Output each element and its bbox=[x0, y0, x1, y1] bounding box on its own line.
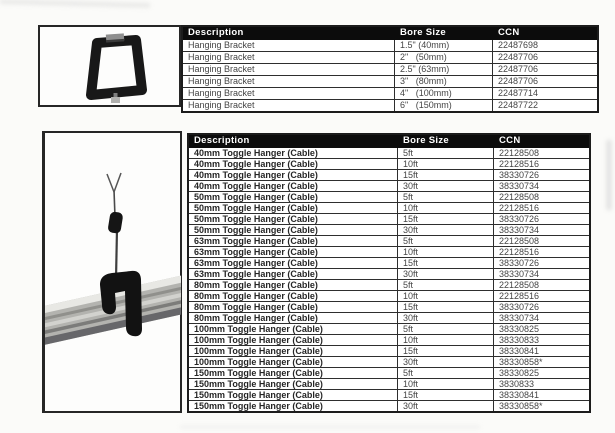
cell-bore-size: 30ft bbox=[398, 313, 494, 324]
cell-description: 150mm Toggle Hanger (Cable) bbox=[188, 379, 398, 390]
cell-ccn: 22487722 bbox=[493, 100, 599, 113]
toggle-hanger-image bbox=[45, 133, 181, 411]
column-header-ccn: CCN bbox=[494, 134, 591, 148]
cell-description: 50mm Toggle Hanger (Cable) bbox=[188, 214, 398, 225]
cell-bore-size: 30ft bbox=[398, 225, 494, 236]
table-row bbox=[188, 192, 590, 203]
cell-ccn: 38330726 bbox=[494, 170, 591, 181]
cell-description: 100mm Toggle Hanger (Cable) bbox=[188, 357, 398, 368]
cell-ccn: 38330726 bbox=[494, 258, 591, 269]
cell-description: Hanging Bracket bbox=[182, 88, 395, 100]
cell-bore-size: 5ft bbox=[398, 280, 494, 291]
table-row bbox=[182, 64, 598, 76]
hanging-bracket-photo bbox=[38, 25, 181, 107]
cell-ccn: 38330825 bbox=[494, 368, 591, 379]
cell-ccn: 38330726 bbox=[494, 302, 591, 313]
cell-description: 40mm Toggle Hanger (Cable) bbox=[188, 170, 398, 181]
cell-description: 63mm Toggle Hanger (Cable) bbox=[188, 258, 398, 269]
cell-bore-size: 10ft bbox=[398, 291, 494, 302]
cell-ccn: 3830833 bbox=[494, 379, 591, 390]
cell-bore-size: 3" (80mm) bbox=[395, 76, 493, 88]
cell-description: 150mm Toggle Hanger (Cable) bbox=[188, 390, 398, 401]
cell-description: 63mm Toggle Hanger (Cable) bbox=[188, 236, 398, 247]
table-row bbox=[188, 302, 590, 313]
cell-description: 100mm Toggle Hanger (Cable) bbox=[188, 324, 398, 335]
cell-description: 80mm Toggle Hanger (Cable) bbox=[188, 313, 398, 324]
cell-ccn: 22128516 bbox=[494, 159, 591, 170]
table-row bbox=[188, 379, 590, 390]
column-header-bore-size: Bore Size bbox=[395, 26, 493, 40]
cell-description: Hanging Bracket bbox=[182, 64, 395, 76]
cell-description: 150mm Toggle Hanger (Cable) bbox=[188, 368, 398, 379]
column-header-description: Description bbox=[188, 134, 398, 148]
toggle-hanger-photo bbox=[42, 131, 182, 413]
table-row bbox=[188, 247, 590, 258]
table-row bbox=[188, 357, 590, 368]
cell-bore-size: 10ft bbox=[398, 203, 494, 214]
cell-bore-size: 10ft bbox=[398, 159, 494, 170]
cell-description: Hanging Bracket bbox=[182, 76, 395, 88]
column-header-bore-size: Bore Size bbox=[398, 134, 494, 148]
cell-ccn: 22128516 bbox=[494, 291, 591, 302]
cell-bore-size: 15ft bbox=[398, 302, 494, 313]
table-row bbox=[188, 335, 590, 346]
cell-ccn: 38330734 bbox=[494, 269, 591, 280]
cell-ccn: 38330841 bbox=[494, 346, 591, 357]
cell-bore-size: 10ft bbox=[398, 335, 494, 346]
cell-bore-size: 15ft bbox=[398, 258, 494, 269]
cell-ccn: 38330833 bbox=[494, 335, 591, 346]
table-row bbox=[188, 346, 590, 357]
cell-description: 63mm Toggle Hanger (Cable) bbox=[188, 247, 398, 258]
table-row bbox=[188, 368, 590, 379]
cell-description: Hanging Bracket bbox=[182, 52, 395, 64]
cell-description: 40mm Toggle Hanger (Cable) bbox=[188, 181, 398, 192]
cell-bore-size: 5ft bbox=[398, 236, 494, 247]
cell-description: Hanging Bracket bbox=[182, 40, 395, 52]
table-row bbox=[182, 100, 598, 113]
cell-bore-size: 15ft bbox=[398, 214, 494, 225]
cell-ccn: 38330734 bbox=[494, 225, 591, 236]
cell-description: 63mm Toggle Hanger (Cable) bbox=[188, 269, 398, 280]
cell-ccn: 22128508 bbox=[494, 280, 591, 291]
table-row bbox=[188, 159, 590, 170]
scan-artifact bbox=[180, 425, 480, 429]
cell-bore-size: 5ft bbox=[398, 148, 494, 159]
table-row bbox=[188, 225, 590, 236]
table-row bbox=[188, 280, 590, 291]
table-row bbox=[188, 148, 590, 159]
header-row bbox=[188, 134, 590, 148]
cell-bore-size: 6" (150mm) bbox=[395, 100, 493, 113]
cell-ccn: 22487706 bbox=[493, 76, 599, 88]
header-row bbox=[182, 26, 598, 40]
cell-ccn: 38330858* bbox=[494, 357, 591, 368]
table-row bbox=[182, 52, 598, 64]
table-row bbox=[188, 313, 590, 324]
cell-bore-size: 5ft bbox=[398, 324, 494, 335]
table-row bbox=[188, 181, 590, 192]
cell-ccn: 22487698 bbox=[493, 40, 599, 52]
table-row bbox=[182, 88, 598, 100]
table-row bbox=[182, 76, 598, 88]
cell-bore-size: 15ft bbox=[398, 170, 494, 181]
cell-bore-size: 30ft bbox=[398, 269, 494, 280]
cell-description: 100mm Toggle Hanger (Cable) bbox=[188, 346, 398, 357]
cell-bore-size: 1.5" (40mm) bbox=[395, 40, 493, 52]
cell-ccn: 38330825 bbox=[494, 324, 591, 335]
table-row bbox=[188, 170, 590, 181]
table-row bbox=[188, 390, 590, 401]
cell-ccn: 22128508 bbox=[494, 192, 591, 203]
scan-artifact bbox=[606, 140, 612, 210]
column-header-ccn: CCN bbox=[493, 26, 599, 40]
cell-bore-size: 30ft bbox=[398, 181, 494, 192]
cell-ccn: 22128508 bbox=[494, 236, 591, 247]
cell-ccn: 22128508 bbox=[494, 148, 591, 159]
cell-ccn: 22487714 bbox=[493, 88, 599, 100]
cell-description: 100mm Toggle Hanger (Cable) bbox=[188, 335, 398, 346]
cell-ccn: 38330726 bbox=[494, 214, 591, 225]
cell-ccn: 38330734 bbox=[494, 313, 591, 324]
cell-description: 50mm Toggle Hanger (Cable) bbox=[188, 203, 398, 214]
cell-description: 80mm Toggle Hanger (Cable) bbox=[188, 302, 398, 313]
cell-bore-size: 5ft bbox=[398, 192, 494, 203]
table-row bbox=[188, 324, 590, 335]
toggle-hanger-table bbox=[187, 133, 591, 413]
cell-ccn: 38330841 bbox=[494, 390, 591, 401]
column-header-description: Description bbox=[182, 26, 395, 40]
cell-bore-size: 4" (100mm) bbox=[395, 88, 493, 100]
table-row bbox=[188, 203, 590, 214]
cell-description: 80mm Toggle Hanger (Cable) bbox=[188, 280, 398, 291]
cell-bore-size: 30ft bbox=[398, 357, 494, 368]
cell-description: 50mm Toggle Hanger (Cable) bbox=[188, 192, 398, 203]
cell-ccn: 22487706 bbox=[493, 64, 599, 76]
cell-bore-size: 10ft bbox=[398, 247, 494, 258]
table-row bbox=[188, 236, 590, 247]
table-row bbox=[188, 269, 590, 280]
cell-bore-size: 30ft bbox=[398, 401, 494, 413]
hanging-bracket-image bbox=[40, 27, 179, 105]
cell-bore-size: 2" (50mm) bbox=[395, 52, 493, 64]
table-row bbox=[188, 258, 590, 269]
scan-artifact bbox=[0, 0, 150, 8]
cell-description: 150mm Toggle Hanger (Cable) bbox=[188, 401, 398, 413]
cell-ccn: 22128516 bbox=[494, 247, 591, 258]
cell-bore-size: 5ft bbox=[398, 368, 494, 379]
cell-description: 50mm Toggle Hanger (Cable) bbox=[188, 225, 398, 236]
table-row bbox=[188, 291, 590, 302]
table-row bbox=[188, 401, 590, 413]
cell-description: Hanging Bracket bbox=[182, 100, 395, 113]
cell-ccn: 38330734 bbox=[494, 181, 591, 192]
cell-description: 40mm Toggle Hanger (Cable) bbox=[188, 148, 398, 159]
cell-ccn: 38330858* bbox=[494, 401, 591, 413]
cell-bore-size: 15ft bbox=[398, 390, 494, 401]
hanging-bracket-table bbox=[181, 25, 599, 113]
cell-description: 40mm Toggle Hanger (Cable) bbox=[188, 159, 398, 170]
cell-description: 80mm Toggle Hanger (Cable) bbox=[188, 291, 398, 302]
cell-bore-size: 10ft bbox=[398, 379, 494, 390]
cell-ccn: 22128516 bbox=[494, 203, 591, 214]
cell-bore-size: 15ft bbox=[398, 346, 494, 357]
table-row bbox=[182, 40, 598, 52]
table-row bbox=[188, 214, 590, 225]
cell-ccn: 22487706 bbox=[493, 52, 599, 64]
cell-bore-size: 2.5" (63mm) bbox=[395, 64, 493, 76]
